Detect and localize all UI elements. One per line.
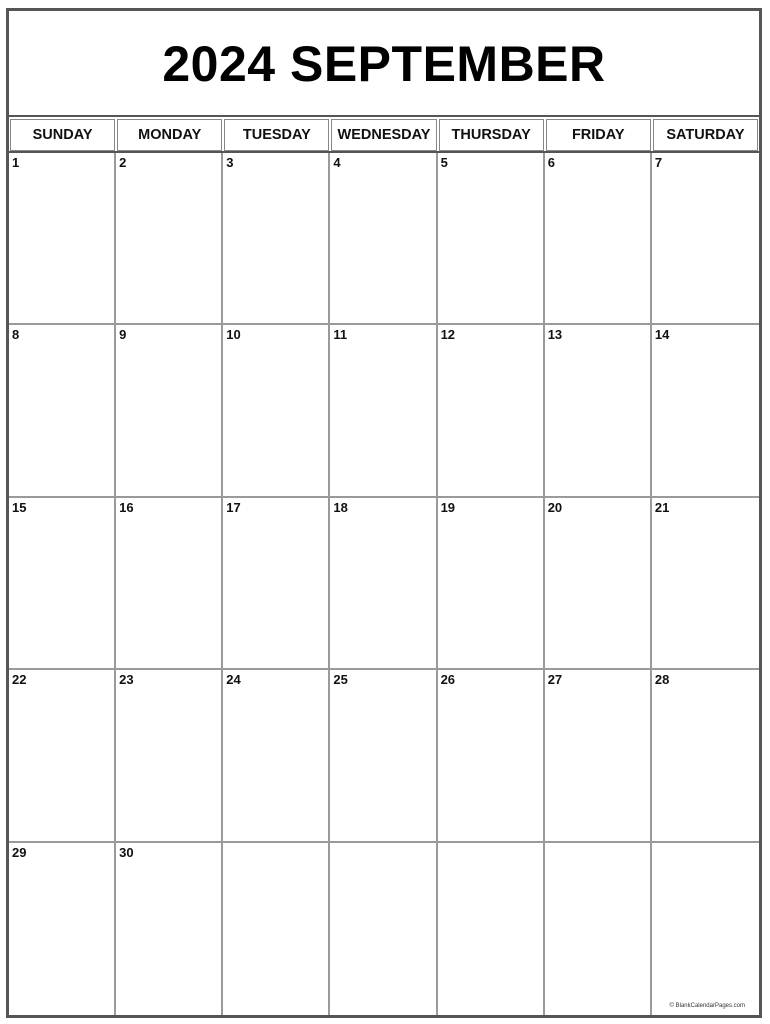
day-cell — [116, 670, 223, 842]
day-cell — [9, 670, 116, 842]
weekday-header-row — [9, 115, 759, 153]
day-cell — [223, 670, 330, 842]
day-cell — [223, 843, 330, 1015]
day-cell — [330, 498, 437, 670]
weekday-saturday: SATURDAY — [653, 119, 758, 151]
credit-text: © BlankCalendarPages.com — [669, 1003, 745, 1009]
day-cell — [438, 670, 545, 842]
day-number: 10 — [226, 327, 241, 343]
day-cell — [438, 325, 545, 497]
day-cell — [223, 153, 330, 325]
day-number: 17 — [226, 499, 241, 515]
day-cell — [652, 670, 759, 842]
day-cell — [652, 325, 759, 497]
day-number: 6 — [547, 155, 555, 170]
day-number: 18 — [333, 499, 348, 515]
day-number: 27 — [547, 672, 563, 688]
day-cell — [652, 843, 759, 1015]
day-grid — [9, 153, 759, 1015]
day-cell — [545, 498, 652, 670]
day-number: 22 — [12, 672, 27, 688]
day-cell — [116, 153, 223, 325]
day-number: 7 — [654, 155, 663, 170]
day-cell — [330, 670, 437, 842]
day-number: 23 — [119, 672, 134, 688]
weekday-tuesday: TUESDAY — [224, 119, 329, 151]
day-number: 4 — [333, 155, 341, 170]
day-number: 20 — [547, 499, 563, 515]
day-number: 3 — [226, 155, 234, 170]
day-number: 28 — [654, 672, 670, 688]
day-cell — [545, 325, 652, 497]
day-cell — [223, 325, 330, 497]
day-number: 30 — [119, 844, 134, 860]
day-cell — [545, 670, 652, 842]
weekday-thursday: THURSDAY — [439, 119, 544, 151]
day-number: 15 — [12, 499, 27, 515]
day-number: 25 — [333, 672, 348, 688]
weekday-monday: MONDAY — [117, 119, 222, 151]
day-cell — [545, 843, 652, 1015]
day-cell — [9, 498, 116, 670]
day-cell — [438, 843, 545, 1015]
day-number: 8 — [12, 327, 20, 343]
day-cell — [223, 498, 330, 670]
day-cell — [9, 153, 116, 325]
day-cell — [116, 843, 223, 1015]
day-cell — [9, 843, 116, 1015]
day-number: 12 — [440, 327, 456, 343]
day-number: 13 — [547, 327, 563, 343]
weekday-sunday: SUNDAY — [10, 119, 115, 151]
day-number: 2 — [119, 155, 127, 170]
day-cell — [438, 498, 545, 670]
weekday-wednesday: WEDNESDAY — [331, 119, 436, 151]
day-cell — [330, 153, 437, 325]
day-cell — [652, 498, 759, 670]
day-number: 16 — [119, 499, 134, 515]
day-cell — [116, 325, 223, 497]
day-cell — [652, 153, 759, 325]
day-cell — [116, 498, 223, 670]
calendar-title: 2024 SEPTEMBER — [162, 36, 606, 92]
day-number: 14 — [654, 327, 670, 343]
day-number: 11 — [333, 327, 348, 343]
day-number: 24 — [226, 672, 241, 688]
day-number: 19 — [440, 499, 456, 515]
title-box — [9, 11, 759, 117]
calendar-frame — [6, 8, 762, 1018]
day-number: 29 — [12, 844, 27, 860]
day-cell — [330, 325, 437, 497]
day-number: 21 — [654, 499, 670, 515]
day-number: 26 — [440, 672, 456, 688]
weekday-friday: FRIDAY — [546, 119, 651, 151]
day-cell — [9, 325, 116, 497]
day-cell — [330, 843, 437, 1015]
day-number: 1 — [12, 155, 20, 170]
day-cell — [438, 153, 545, 325]
day-number: 9 — [119, 327, 127, 343]
day-number: 5 — [440, 155, 448, 170]
day-cell — [545, 153, 652, 325]
